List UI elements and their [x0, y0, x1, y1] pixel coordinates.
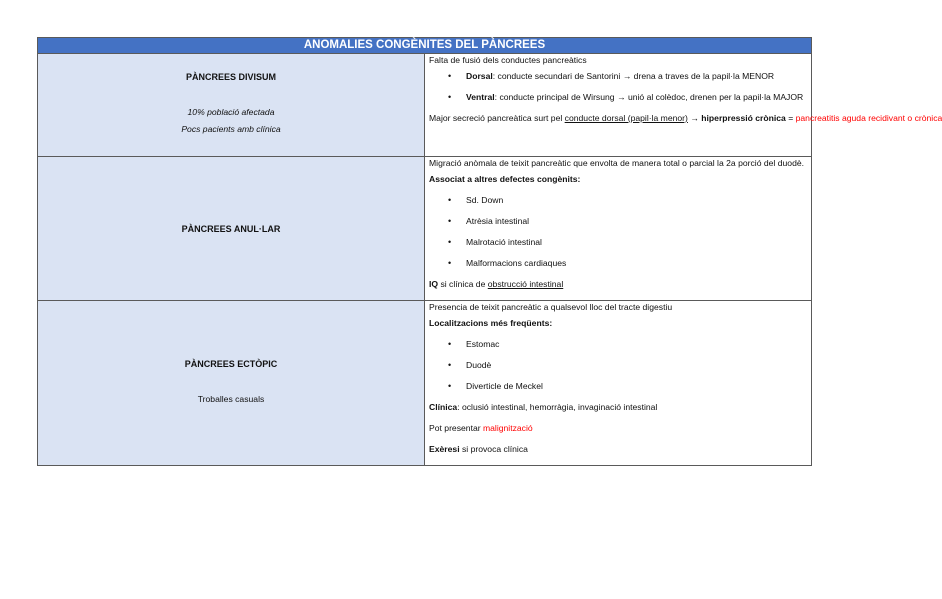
section-title-ectopic: PÀNCREES ECTÒPIC	[184, 358, 278, 369]
section-divisum	[38, 54, 812, 157]
bullet-icon: •	[448, 216, 452, 226]
bullet-icon: •	[448, 92, 452, 102]
section-content-anular	[425, 157, 812, 301]
bullet-icon: •	[448, 360, 452, 370]
list-item: • Estomac	[429, 334, 807, 355]
anomalies-table	[37, 37, 942, 466]
section-content-divisum	[425, 54, 942, 157]
list-item: • Atrèsia intestinal	[429, 211, 807, 232]
list-item: • Malrotació intestinal	[429, 232, 807, 253]
exeresi-text: Exèresi si provoca clínica	[429, 444, 528, 454]
section-title-anular: PÀNCREES ANUL·LAR	[181, 223, 281, 234]
section-note: Pocs pacients amb clínica	[181, 124, 281, 134]
iq-text: IQ si clínica de obstrucció intestinal	[429, 279, 564, 289]
list-heading: Localitzacions més freqüents:	[429, 318, 553, 328]
clinica-text: Clínica: oclusió intestinal, hemorràgia, invaginació intestinal	[429, 402, 658, 412]
malign-text: Pot presentar malignització	[429, 423, 533, 433]
list-item: • Dorsal: conducte secundari de Santorini → drena a traves de la papil·la MENOR	[429, 66, 807, 87]
section-label-cell	[38, 54, 425, 157]
section-anular	[38, 157, 812, 301]
section-ectopic	[38, 301, 812, 466]
summary-text: Major secreció pancreàtica surt pel conducte dorsal (papil·la menor) → hiperpressió crònica = pancreatitis aguda recidivant o crònica	[429, 113, 942, 123]
list-item: • Duodè	[429, 355, 807, 376]
bullet-icon: •	[448, 71, 452, 81]
section-content-ectopic	[425, 301, 812, 466]
bullet-icon: •	[448, 237, 452, 247]
bullet-icon: •	[448, 339, 452, 349]
bullet-icon: •	[448, 258, 452, 268]
list-item: • Sd. Down	[429, 190, 807, 211]
section-title-divisum: PÀNCREES DIVISUM	[185, 72, 276, 82]
list-item: • Malformacions cardiaques	[429, 253, 807, 274]
section-note: 10% població afectada	[187, 107, 275, 117]
bullet-icon: •	[448, 381, 452, 391]
intro-text: Presencia de teixit pancreàtic a qualsevol lloc del tracte digestiu	[429, 302, 673, 312]
list-item: • Ventral: conducte principal de Wirsung → unió al colèdoc, drenen per la papil·la MAJOR	[429, 87, 807, 108]
intro-text: Falta de fusió dels conductes pancreàtics	[429, 55, 587, 65]
section-label-cell	[38, 157, 425, 301]
section-label-cell	[38, 301, 425, 466]
section-note: Troballes casuals	[197, 393, 265, 404]
list-item: • Diverticle de Meckel	[429, 376, 807, 397]
intro-text: Migració anòmala de teixit pancreàtic que envolta de manera total o parcial la 2a porció del duodè.	[429, 158, 805, 168]
bullet-icon: •	[448, 195, 452, 205]
list-heading: Associat a altres defectes congènits:	[429, 174, 581, 184]
table-title: ANOMALIES CONGÈNITES DEL PÀNCREES	[38, 38, 812, 54]
